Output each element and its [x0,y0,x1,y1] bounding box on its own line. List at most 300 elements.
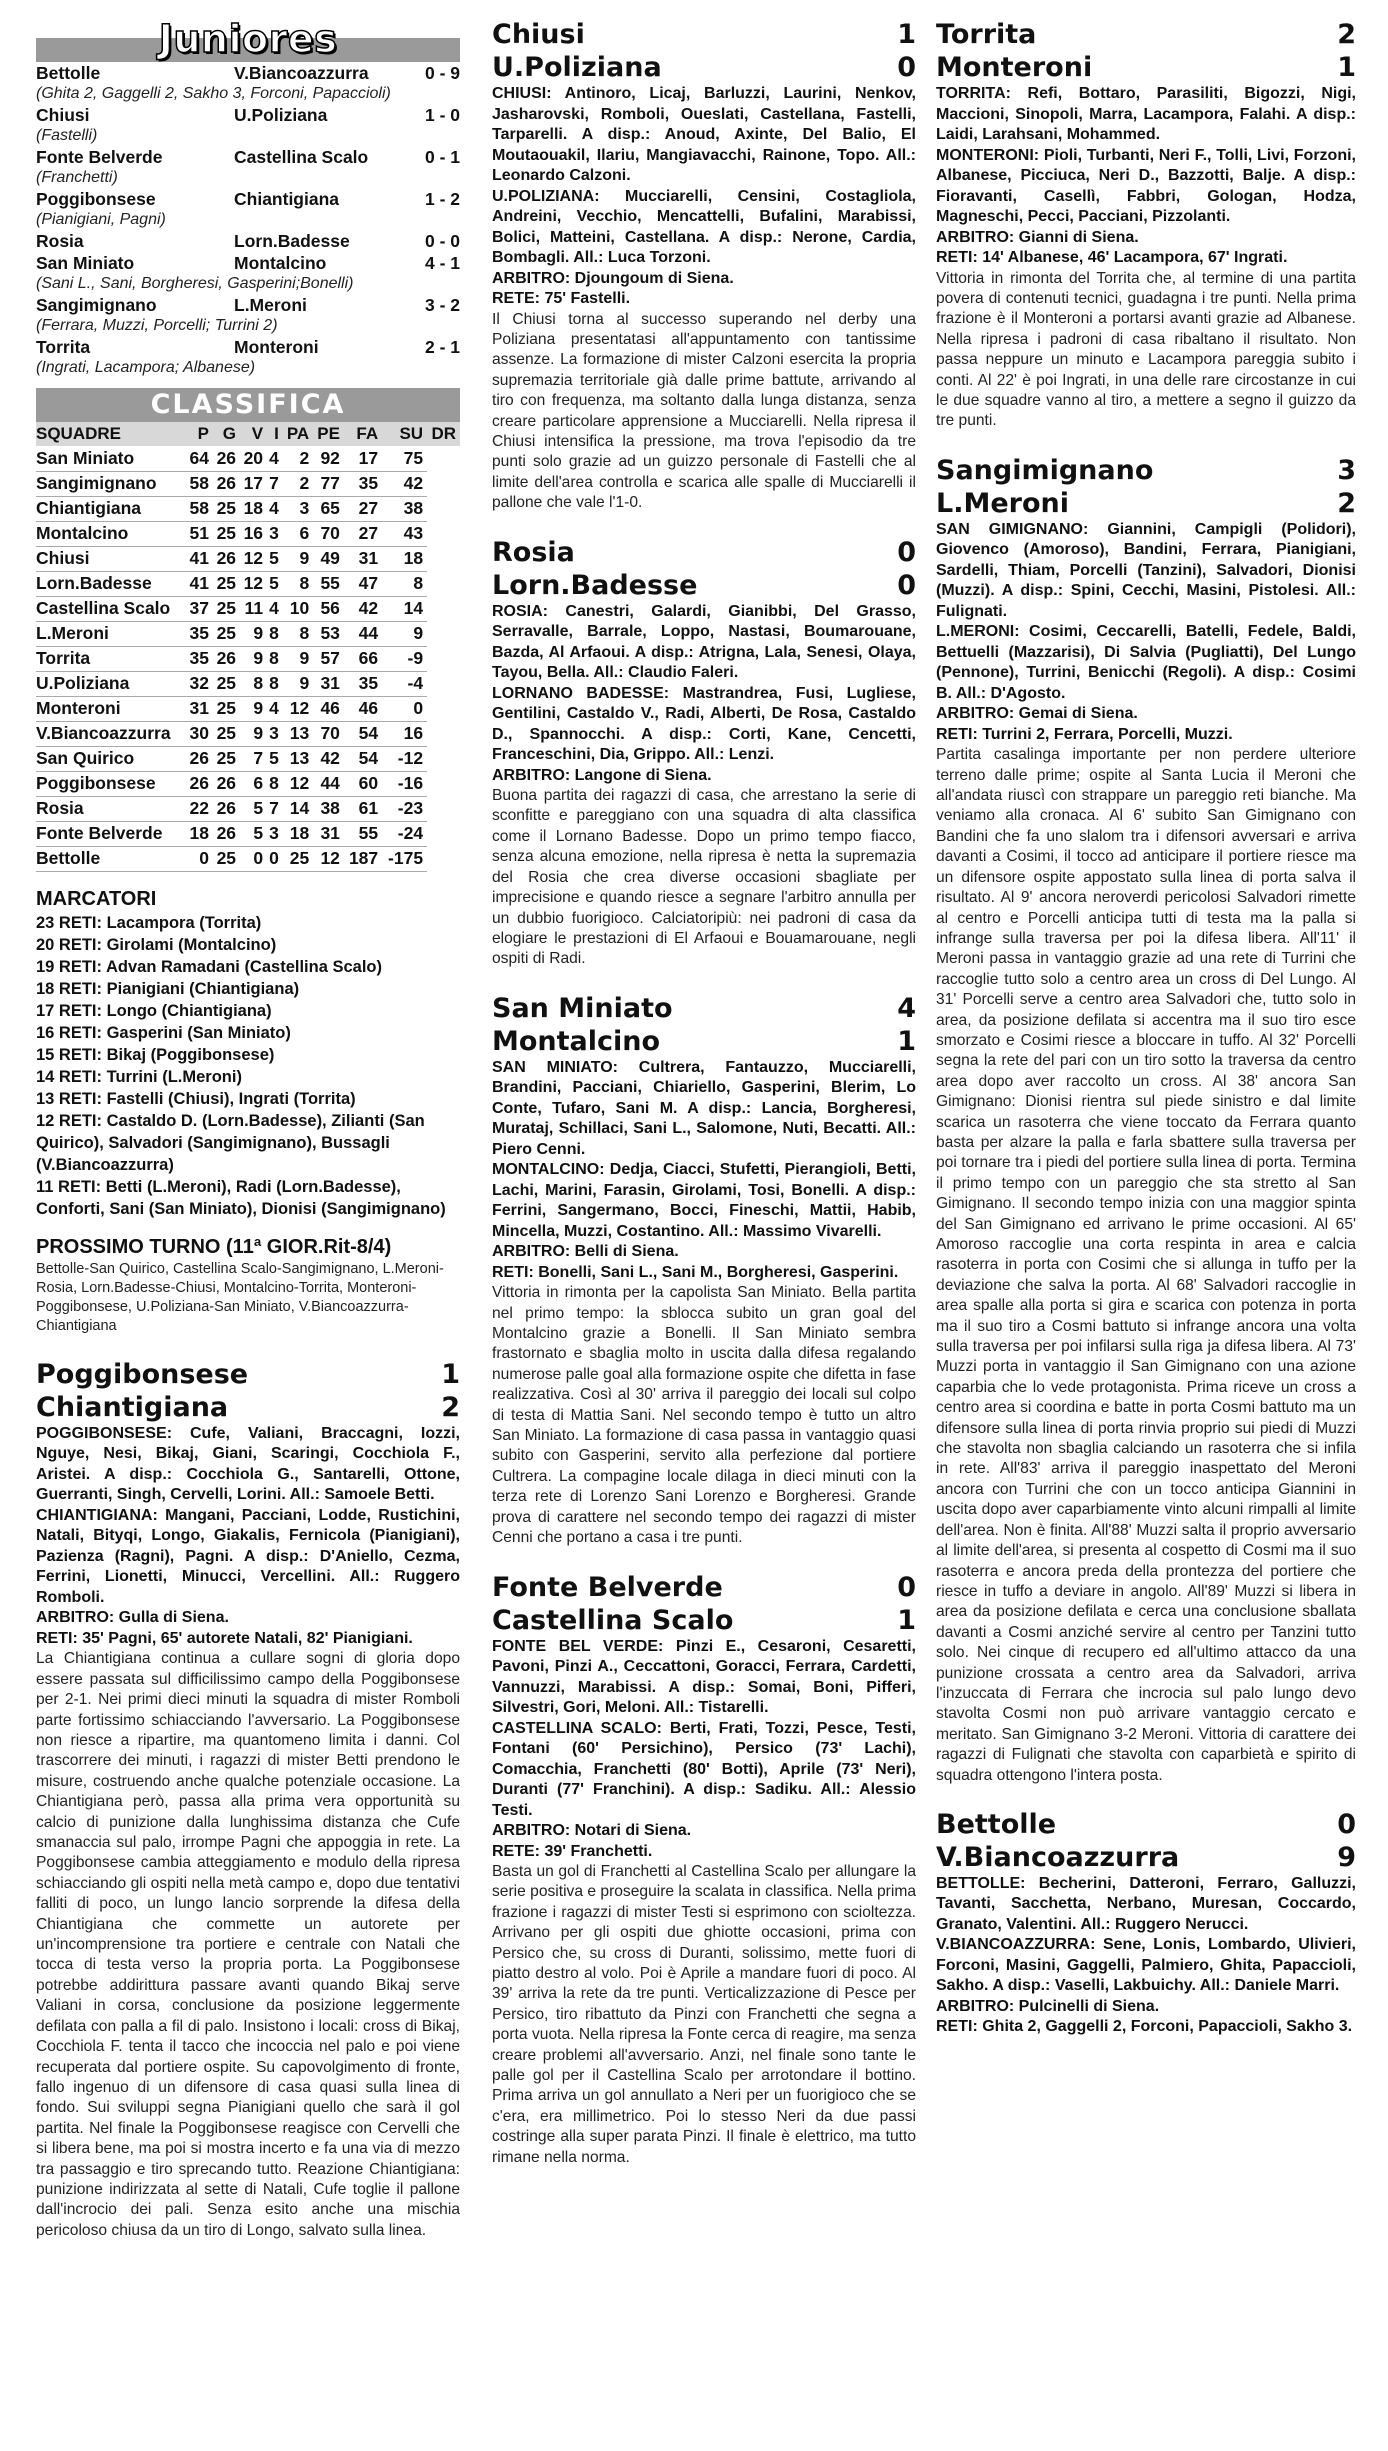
stat-cell: 35 [186,621,213,646]
result-home: Fonte Belverde [36,147,163,167]
scorer-line: 20 RETI: Girolami (Montalcino) [36,935,277,954]
stat-cell: 18 [186,821,213,846]
result-scorers: (Ingrati, Lacampora; Albanese) [36,359,256,376]
stat-cell: 2 [283,471,313,496]
team-name: U.Poliziana [36,671,186,696]
stat-cell: 0 [267,846,283,871]
match-home-row [492,1571,916,1604]
match-fonte-belverde [492,1571,916,2169]
stat-cell: 9 [240,721,267,746]
stat-cell: 26 [213,646,240,671]
stat-cell: 8 [382,571,427,596]
standings-header [36,422,460,446]
table-row [36,571,460,596]
result-away: Monteroni [234,337,319,357]
result-score: 0 - 9 [424,63,460,83]
match-lineup: CHIUSI: Antinoro, Licaj, Barluzzi, Laurini, Nenkov, Jasharovski, Romboli, Oueslati, Castellana, Fastelli, Tarparelli. A disp.: Anoud, Axinte, Del Balio, El Moutaouakil, Ilariu, Mangiavacchi, Rainone, Topo. All.: Leonardo Calzoni. [492,85,916,184]
stat-cell: 8 [267,621,283,646]
match-lineup: L.MERONI: Cosimi, Ceccarelli, Batelli, Fedele, Baldi, Bettuelli (Mazzarisi), Di Salvia (Pugliatti), Del Lungo (Pennone), Turrini, Benicchi (Regoli). A disp.: Cosimi B. All.: D'Agosto. [936,623,1356,702]
team-name: Monteroni [36,696,186,721]
match-away-team: Monteroni [936,52,1093,83]
result-row [36,252,460,274]
team-name: Torrita [36,646,186,671]
team-name: Chiantigiana [36,496,186,521]
stat-cell: 42 [344,596,382,621]
stat-cell: 75 [382,446,427,471]
stat-cell: -175 [382,846,427,871]
result-away: L.Meroni [234,295,307,315]
stat-cell: 92 [313,446,344,471]
match-lineup: CHIANTIGIANA: Mangani, Pacciani, Lodde, Rustichini, Natali, Bityqi, Longo, Giakalis, Fernicola (Pianigiani), Pazienza (Ragni), Pagni. A disp.: D'Aniello, Cezma, Ferrini, Lionetti, Minucci, Vercellini. All.: Ruggero Romboli. [36,1506,460,1606]
stat-cell: 58 [186,496,213,521]
stat-cell: 18 [240,496,267,521]
match-away-team: L.Meroni [936,487,1069,519]
stat-cell: 25 [213,671,240,696]
stat-cell: -24 [382,821,427,846]
stat-cell: 58 [186,471,213,496]
match-away-goals: 2 [1337,487,1356,519]
stat-cell: 12 [240,546,267,571]
juniores-banner [36,18,460,62]
match-home-goals: 2 [1337,19,1356,50]
stat-cell: 51 [186,521,213,546]
stat-cell: 17 [344,446,382,471]
match-lineup: RETI: Ghita 2, Gaggelli 2, Forconi, Papaccioli, Sakho 3. [936,2018,1353,2036]
stat-cell: 38 [382,496,427,521]
match-lineup: SAN MINIATO: Cultrera, Fantauzzo, Mucciarelli, Brandini, Pacciani, Chiariello, Gasperini, Blerim, Lo Conte, Tufaro, Sani M. A disp.: Lancia, Borgheresi, Murataj, Schillaci, Sani L., Salomone, Nuti, Becatti. All.: Piero Cenni. [492,1058,916,1158]
stat-cell: 6 [240,771,267,796]
table-row [36,771,460,796]
match-torrita [936,18,1356,432]
match-home-goals: 4 [897,992,916,1024]
match-home-team: Rosia [492,536,575,568]
stat-cell: 25 [213,846,240,871]
match-lineup: U.POLIZIANA: Mucciarelli, Censini, Costagliola, Andreini, Vecchio, Mencattelli, Bufalini, Marabissi, Bolici, Matteini, Castellana. A disp.: Nerone, Cardia, Bombagli. All.: Luca Torzoni. [492,187,916,266]
stat-cell: 37 [186,596,213,621]
match-home-row [492,992,916,1025]
result-home: San Miniato [36,253,135,273]
stat-cell: 27 [344,521,382,546]
stat-cell: 5 [240,821,267,846]
result-scorers: (Fastelli) [36,127,98,144]
match-lineup: MONTALCINO: Dedja, Ciacci, Stufetti, Pierangioli, Betti, Lachi, Marini, Farasin, Girolami, Tosi, Bonelli. A disp.: Ferrini, Sangermano, Bocci, Fineschi, Mattii, Habib, Mincella, Muzzi, Costantino. All.: Massimo Vivarelli. [492,1161,916,1240]
stat-cell: 12 [283,771,313,796]
stat-cell: 0 [186,846,213,871]
stat-cell: 70 [313,521,344,546]
result-row [36,230,460,252]
stat-cell: 26 [213,771,240,796]
stat-cell: 9 [283,546,313,571]
stat-cell: 9 [240,646,267,671]
stat-cell: -4 [382,671,427,696]
stat-cell: 12 [313,846,344,871]
stat-cell: 14 [382,596,427,621]
table-row [36,471,460,496]
match-home-row [936,18,1356,51]
table-row [36,596,460,621]
match-lineup: RETE: 75' Fastelli. [492,290,631,307]
stat-cell: 4 [267,596,283,621]
result-row [36,62,460,84]
stat-cell: 9 [382,621,427,646]
prossimo-turno-text: Bettolle-San Quirico, Castellina Scalo-Sangimignano, L.Meroni-Rosia, Lorn.Badesse-Chiusi, Montalcino-Torrita, Monteroni-Poggibonsese, U.Poliziana-San Miniato, V.Biancoazzurra-Chiantigiana [36,1260,444,1334]
match-away-team: Montalcino [492,1025,661,1057]
match-home-row [492,18,916,51]
stat-cell: 8 [267,646,283,671]
stat-cell: 26 [213,546,240,571]
match-away-goals: 2 [441,1391,460,1423]
match-lineup: ARBITRO: Belli di Siena. [492,1243,679,1261]
match-lineup: ARBITRO: Langone di Siena. [492,766,712,784]
result-row [36,188,460,210]
stat-cell: 31 [313,671,344,696]
stat-cell: 65 [313,496,344,521]
stat-cell: 53 [313,621,344,646]
result-home: Rosia [36,231,84,251]
match-away-row [36,1391,460,1424]
match-chiusi [492,18,916,514]
result-away: Castellina Scalo [234,147,369,167]
stat-cell: 3 [267,521,283,546]
match-lineup: CASTELLINA SCALO: Berti, Frati, Tozzi, Pesce, Testi, Fontani (60' Persichino), Persico (73' Lachi), Comacchia, Franchetti (80' Botti), Aprile (73' Neri), Duranti (77' Franchini). A disp.: Sadiku. All.: Alessio Testi. [492,1719,916,1819]
result-home: Sangimignano [36,295,157,315]
stat-cell: 12 [283,696,313,721]
stat-cell: 12 [240,571,267,596]
stat-cell: 5 [267,571,283,596]
team-name: Poggibonsese [36,771,186,796]
classifica-title: CLASSIFICA [36,388,460,422]
result-away: U.Poliziana [234,105,328,125]
stat-cell: 35 [344,471,382,496]
table-row [36,821,460,846]
stat-cell: 32 [186,671,213,696]
stat-cell: 25 [283,846,313,871]
stat-cell: 6 [283,521,313,546]
juniores-title: Juniores [158,18,338,61]
match-lineup: ARBITRO: Notari di Siena. [492,1822,692,1839]
stat-cell: 55 [313,571,344,596]
table-row [36,496,460,521]
stat-cell: 70 [313,721,344,746]
match-home-goals: 0 [897,536,916,568]
stat-cell: 0 [382,696,427,721]
match-lineup: RETE: 39' Franchetti. [492,1842,653,1860]
table-row [36,646,460,671]
match-lineup: FONTE BEL VERDE: Pinzi E., Cesaroni, Cesaretti, Pavoni, Pinzi A., Ceccattoni, Goracci, Ferrara, Cardetti, Vannuzzi, Marabissi. A disp.: Somai, Boni, Pifferi, Silvestri, Gori, Meloni. All.: Tistarelli. [492,1637,916,1716]
result-home: Torrita [36,337,91,357]
stat-cell: 56 [313,596,344,621]
match-home-row [936,1808,1356,1841]
stat-cell: 8 [267,671,283,696]
match-away-row [936,487,1356,520]
table-row [36,521,460,546]
result-score: 3 - 2 [424,295,460,315]
stat-cell: 42 [382,471,427,496]
standings-col-header: P [186,422,213,446]
result-away: Chiantigiana [234,189,340,209]
team-name: San Quirico [36,746,186,771]
match-away-row [936,51,1356,84]
standings-col-header: FA [344,422,382,446]
match-san-miniato [492,992,916,1549]
team-name: Chiusi [36,546,186,571]
result-score: 0 - 1 [424,147,460,167]
result-away: Lorn.Badesse [234,231,350,251]
stat-cell: 18 [283,821,313,846]
table-row [36,846,460,871]
match-lineup: RETI: Turrini 2, Ferrara, Porcelli, Muzzi. [936,725,1233,743]
match-report: Vittoria in rimonta del Torrita che, al termine di una partita povera di contenuti tecnici, guadagna i tre punti. Nella prima frazione è il Monteroni a portarsi avanti grazie ad Albanese. Nella ripresa i padroni di casa ribaltano il risultato. Non passa neppure un minuto e Lacampora pareggia subito i conti. Al 22' è poi Ingrati, in una delle rare circostanze in cui le due squadre vanno al tiro, a mettere a segno il guizzo da tre punti. [936,269,1356,430]
match-home-goals: 3 [1337,454,1356,486]
stat-cell: 26 [213,471,240,496]
table-row [36,671,460,696]
scorer-line: 11 RETI: Betti (L.Meroni), Radi (Lorn.Badesse), Conforti, Sani (San Miniato), Dionisi (Sangimignano) [36,1177,446,1218]
result-row [36,104,460,126]
stat-cell: 8 [240,671,267,696]
table-row [36,546,460,571]
stat-cell: 18 [382,546,427,571]
stat-cell: 8 [283,621,313,646]
stat-cell: 54 [344,746,382,771]
match-away-goals: 0 [897,569,916,601]
standings-col-header: DR [427,422,460,446]
stat-cell: 7 [240,746,267,771]
stat-cell: 61 [344,796,382,821]
standings-col-header: G [213,422,240,446]
scorer-line: 16 RETI: Gasperini (San Miniato) [36,1023,291,1042]
team-name: Rosia [36,796,186,821]
match-lineup: ARBITRO: Djoungoum di Siena. [492,269,734,287]
stat-cell: 41 [186,546,213,571]
stat-cell: 38 [313,796,344,821]
standings-col-header: V [240,422,267,446]
match-away-team: V.Biancoazzurra [936,1841,1180,1873]
match-lineup: ARBITRO: Gianni di Siena. [936,228,1139,246]
stat-cell: 4 [267,696,283,721]
match-home-row [492,536,916,569]
match-home-team: Fonte Belverde [492,1571,723,1603]
match-lineup: RETI: 14' Albanese, 46' Lacampora, 67' Ingrati. [936,249,1288,266]
match-lineup: BETTOLLE: Becherini, Datteroni, Ferraro, Galluzzi, Tavanti, Sacchetta, Nerbano, Muresan, Coccardo, Granato, Valentini. All.: Ruggero Nerucci. [936,1874,1356,1933]
stat-cell: 5 [240,796,267,821]
match-away-team: Castellina Scalo [492,1604,734,1636]
stat-cell: 9 [240,696,267,721]
stat-cell: 16 [382,721,427,746]
standings-col-header: SU [382,422,427,446]
stat-cell: 3 [283,496,313,521]
match-away-row [492,569,916,602]
team-name: San Miniato [36,446,186,471]
table-row [36,446,460,471]
team-name: Sangimignano [36,471,186,496]
match-report: La Chiantigiana continua a cullare sogni di gloria dopo essere passata sul difficilissimo campo della Poggibonsese per 2-1. Nei primi dieci minuti la squadra di mister Romboli parte fortissimo schiacciando l'avversario. La Poggibonsese non riesce a ripartire, ma quantomeno limita i danni. Col trascorrere dei minuti, i ragazzi di mister Betti prendono le misure, costruendo anche qualche potenziale occasione. La Chiantigiana però, passa alla prima vera opportunità su calcio di punizione dalla lunghissima distanza che Cufe smanaccia sul palo, irrompe Pagni che appoggia in rete. La Poggibonsese cambia atteggiamento e modulo della ripresa schiacciando gli ospiti nella metà campo e, dopo due tentativi falliti di poco, un lungo lancio sorprende la difesa della Chiantigiana che commette un autorete per un'incomprensione tra portiere e centrale con Natali che tocca di testa verso la propria porta. La Poggibonsese potrebbe addirittura passare avanti quando Bikaj serve Valiani in corsa, conclusione da posizione leggermente defilata con palla a fil di palo. Insistono i locali: cross di Bikaj, Cocchiola F. tenta il tacco che incoccia nel palo e poi viene recuperata dal portiere ospite. Su capovolgimento di fronte, fallo ingenuo di un difensore di casa quasi sulla linea di fondo. Sui sviluppi segna Pianigiani quello che sarà il gol partita. Nel finale la Poggibonsese reagisce con Cervelli che si libera bene, ma poi si mostra incerto e fa una via di mezzo tra passaggio e tiro sprecando tutto. Reazione Chiantigiana: punizione indirizzata al sette di Natali, Cufe toglie il pallone dall'incrocio dei pali. Senza esito anche una mischia pericoloso chiusa da un tiro di Longo, salvato sulla linea. [36,1650,460,2239]
stat-cell: 13 [283,746,313,771]
stat-cell: 43 [382,521,427,546]
match-lineup: SAN GIMIGNANO: Giannini, Campigli (Polidori), Giovenco (Amoroso), Bandini, Ferrara, Pianigiani, Sardelli, Thiam, Porcelli (Tanzini), Salvadori, Dionisi (Muzzi). A disp.: Spini, Cecchi, Masini, Pistolesi. All.: Fulignati. [936,520,1356,620]
match-home-goals: 0 [897,1571,916,1603]
marcatori-title: MARCATORI [36,887,157,910]
match-away-goals: 1 [897,1604,916,1636]
stat-cell: 25 [213,621,240,646]
stat-cell: 17 [240,471,267,496]
stat-cell: 14 [283,796,313,821]
match-away-row [936,1841,1356,1874]
match-home-team: Sangimignano [936,454,1154,486]
match-home-team: Torrita [936,19,1037,50]
column-left [36,18,460,2439]
stat-cell: 41 [186,571,213,596]
team-name: Montalcino [36,521,186,546]
match-home-team: Chiusi [492,19,585,50]
stat-cell: 57 [313,646,344,671]
match-lineup: LORNANO BADESSE: Mastrandrea, Fusi, Lugliese, Gentilini, Castaldo V., Radi, Alberti, De Rosa, Castaldo D., Spannocchi. A disp.: Corti, Kane, Cencetti, Franceschini, Dia, Grippo. All.: Lenzi. [492,684,916,764]
stat-cell: 26 [186,771,213,796]
stat-cell: 5 [267,746,283,771]
stat-cell: 49 [313,546,344,571]
result-scorers: (Sani L., Sani, Borgheresi, Gasperini;Bonelli) [36,275,354,292]
stat-cell: 25 [213,746,240,771]
column-middle [492,18,916,2439]
match-away-goals: 1 [1337,52,1356,83]
match-lineup: POGGIBONSESE: Cufe, Valiani, Braccagni, Iozzi, Nguye, Nesi, Bikaj, Giani, Scaringi, Cocchiola F., Aristei. A disp.: Cocchiola G., Santarelli, Ottone, Guerranti, Singh, Cervelli, Lorini. All.: Samoele Betti. [36,1424,460,1504]
stat-cell: 64 [186,446,213,471]
match-report: Partita casalinga importante per non perdere ulteriore terreno dalle prime; ospite al Santa Lucia il Meroni che all'andata riuscì con strappare un pareggio reti bianche. Ma veniamo alla cronaca. Al 6' subito San Gimignano con Bandini che fa uno slalom tra i difensori avversari e arriva davanti a Cosimi, il tocco ad anticipare il portiere riesce ma un difensore ospite appostato sulla linea di porta salva il risultato. Al 9' ancora neroverdi pericolosi Salvadori rimette al centro e Porcelli anticipa tutti di testa ma la palla si infrange sulla traversa per poi la difesa libera. All'11' il Meroni passa in vantaggio grazie ad una rete di Turrini che raccoglie tutto solo a centro area un cross di Del Lungo. Al 31' Porcelli serve a centro area Salvadori che, tutto solo in area, da posizione defilata si accentra ma il suo tiro esce smorzato e Cosimi riesce a bloccare in tuffo. Al 32' Porcelli segna la rete del pari con un tiro sotto la traversa da centro area dopo aver raccolto un cross. Al 38' ancora San Gimignano: Dionisi rientra sul piede sinistro e dal limite scarica un rasoterra che viene toccato da Ferrara quanto basta per alzare la palla e farla sbattere sulla traversa per poi tornare tra i piedi del portiere sulla linea di porta. Termina il primo tempo con un pareggio che sta stretto al San Gimignano. Il secondo tempo inizia con una maggior spinta del San Gimignano ed arrivano le prime occasioni. Al 65' Amoroso raccoglie una corta respinta in area e calcia rasoterra in porta con Cosimi che si allunga in tuffo per la deviazione che salva la porta. Al 68' Salvadori raccoglie in area spalle alla porta si gira e scarica con potenza in porta ma il suo tiro a Cosmi battuto si infrange ancora una volta sulla traversa per poi infilarsi sulla riga ja difesa libera. Al 73' Muzzi porta in vantaggio il San Gimignano con una azione caparbia che lo vede protagonista. Prima riceve un cross a centro area si coordina e batte in porta Cosmi battuto ma un difensore sulla linea di porta rinvia proprio sui piedi di Muzzi che stavolta non sbaglia calciando un rasoterra che si infila in rete. All'83' arriva il pareggio inaspettato del Meroni ancora con Turrini che con un tocco anticipa Giannini in uscita dopo aver caparbiamente vinto alcuni rimpalli al limite dell'area. Non è finita. All'88' Muzzi salta il proprio avversario al limite dell'area, si presenta al cospetto di Cosmi ma il suo rasoterra e ancora preda della prontezza del portiere che riesce in tuffo a deviare in angolo. All'89' Muzzi si libera in area da posizione defilata e cerca una conclusione sballata davanti a Cosmi anziché servire al centro per Tanzini tutto solo. Nei cinque di recupero ed all'ultimo attacco da una punizione crossata a centro area da Salvadori, arriva l'inzuccata di Ferrara che incrocia sul palo lungo devo stavolta Cosmi non può arrivare vantaggio cercato e meritato. San Gimignano 3-2 Meroni. Vittoria di carattere dei ragazzi di Fulignati che stavolta con caparbietà e spirito di squadra ottengono l'intera posta. [936,746,1356,1784]
match-report: Il Chiusi torna al successo superando nel derby una Poliziana presentatasi all'appuntamento con tantissime assenze. La formazione di mister Calzoni esercita la propria supremazia territoriale già dalle prime battute, arrivando al tiro con frequenza, ma soltanto dalla lunga distanza, senza creare particolare apprensione a Mucciarelli. Nella ripresa il Chiusi intensifica la pressione, ma trova l'episodio da tre punti solo grazie ad un guizzo personale di Fastelli che al limite dell'area controlla e scarica alle spalle di Mucciarelli il pallone che vale l'1-0. [492,310,916,512]
stat-cell: 46 [344,696,382,721]
match-lineup: ARBITRO: Pulcinelli di Siena. [936,1997,1160,2015]
stat-cell: 31 [186,696,213,721]
stat-cell: -9 [382,646,427,671]
stat-cell: 47 [344,571,382,596]
stat-cell: 9 [240,621,267,646]
standings-col-header: PE [313,422,344,446]
team-name: L.Meroni [36,621,186,646]
table-row [36,746,460,771]
stat-cell: 20 [240,446,267,471]
match-report: Basta un gol di Franchetti al Castellina Scalo per allungare la serie positiva e proseguire la scalata in classifica. Nella prima frazione i ragazzi di mister Testi si esprimono con scioltezza. Arrivano per gli ospiti due ghiotte occasioni, prima con Persico che, su cross di Duranti, solissimo, mette fuori di piatto destro al volo. Poi è Aprile a mandare fuori di poco. Al 39' arriva la rete da tre punti. Verticalizzazione di Pesce per Persico, tiro ribattuto da Pinzi con Franchetti che segna a porta vuota. Nella ripresa la Fonte cerca di reagire, ma senza creare problemi all'avversario. Anzi, nel finale sono tante le palle gol per il Castellina Scalo per arrotondare il bottino. Prima arriva un gol annullato a Neri per un fuorigioco che se c'era, era millimetrico. Poi lo stesso Neri da due passi costringe alla super parata Pinzi. Il finale è elettrico, ma tutto rimane nella norma. [492,1863,916,2166]
stat-cell: 26 [213,446,240,471]
result-scorers: (Ferrara, Muzzi, Porcelli; Turrini 2) [36,317,278,334]
stat-cell: 8 [283,571,313,596]
result-home: Chiusi [36,105,90,125]
match-away-row [492,1025,916,1058]
match-away-team: Lorn.Badesse [492,569,698,601]
match-lineup: ARBITRO: Gulla di Siena. [36,1609,229,1627]
match-bettolle [936,1808,1356,2038]
result-score: 4 - 1 [424,253,460,273]
scorer-line: 19 RETI: Advan Ramadani (Castellina Scalo) [36,957,382,976]
stat-cell: 25 [213,496,240,521]
stat-cell: 26 [213,796,240,821]
result-home: Bettolle [36,63,101,83]
table-row [36,721,460,746]
team-name: V.Biancoazzurra [36,721,186,746]
result-score: 0 - 0 [424,231,460,251]
result-home: Poggibonsese [36,189,156,209]
scorer-line: 18 RETI: Pianigiani (Chiantigiana) [36,979,300,998]
table-row [36,696,460,721]
stat-cell: 30 [186,721,213,746]
stat-cell: 25 [213,521,240,546]
table-row [36,796,460,821]
stat-cell: 7 [267,796,283,821]
result-score: 1 - 0 [424,105,460,125]
stat-cell: 44 [313,771,344,796]
stat-cell: 26 [186,746,213,771]
standings-col-header: SQUADRE [36,422,186,446]
table-row [36,621,460,646]
match-away-team: U.Poliziana [492,52,662,83]
stat-cell: 5 [267,546,283,571]
scorer-line: 14 RETI: Turrini (L.Meroni) [36,1067,242,1086]
result-row [36,294,460,316]
result-away: Montalcino [234,253,327,273]
scorer-line: 17 RETI: Longo (Chiantigiana) [36,1001,272,1020]
stat-cell: 11 [240,596,267,621]
stat-cell: 0 [240,846,267,871]
team-name: Bettolle [36,846,186,871]
results-list [36,62,460,378]
stat-cell: 77 [313,471,344,496]
stat-cell: 26 [213,821,240,846]
match-home-row [36,1358,460,1391]
stat-cell: 25 [213,571,240,596]
stat-cell: 7 [267,471,283,496]
stat-cell: -23 [382,796,427,821]
standings-col-header: PA [283,422,313,446]
result-score: 2 - 1 [424,337,460,357]
match-lineup: RETI: Bonelli, Sani L., Sani M., Borgheresi, Gasperini. [492,1263,899,1281]
stat-cell: 46 [313,696,344,721]
match-away-team: Chiantigiana [36,1391,229,1423]
stat-cell: 42 [313,746,344,771]
result-away: V.Biancoazzurra [234,63,369,83]
stat-cell: 2 [283,446,313,471]
scorer-line: 23 RETI: Lacampora (Torrita) [36,913,262,932]
scorer-line: 13 RETI: Fastelli (Chiusi), Ingrati (Torrita) [36,1089,356,1108]
match-home-row [936,454,1356,487]
match-home-goals: 1 [897,19,916,50]
match-report: Buona partita dei ragazzi di casa, che arrestano la serie di sconfitte e pareggiano con una squadra di alta classifica come il Lornano Badesse. Dopo un primo tempo fiacco, senza alcuna emozione, nella ripresa è netta la supremazia del Rosia che crea diverse occasioni sbagliate per imprecisione e quando riesce a segnare l'arbitro annulla per un dubbio fuorigioco. Calciatoripiù: nei padroni di casa da elogiare le prestazioni di El Arfaoui e Bouamarouane, negli ospiti di Radi. [492,787,916,968]
stat-cell: 3 [267,721,283,746]
match-home-team: San Miniato [492,992,673,1024]
match-home-team: Bettolle [936,1808,1057,1840]
match-lineup: ROSIA: Canestri, Galardi, Gianibbi, Del Grasso, Serravalle, Barrale, Loppo, Nastasi, Boumarouane, Bazda, Al Arfaoui. A disp.: Atrigna, Lala, Senesi, Olaya, Tayou, Bella. All.: Claudio Faleri. [492,602,916,682]
match-poggibonsese [36,1358,460,2241]
stat-cell: 25 [213,696,240,721]
stat-cell: -12 [382,746,427,771]
match-away-goals: 1 [897,1025,916,1057]
match-lineup: MONTERONI: Pioli, Turbanti, Neri F., Tolli, Livi, Forzoni, Albanese, Picciuca, Neri D., Bazzotti, Balje. A disp.: Fioravanti, Casellì, Fabbri, Gologan, Hodza, Magneschi, Pecci, Pacciani, Pizzolanti. [936,146,1356,225]
stat-cell: 4 [267,496,283,521]
stat-cell: 60 [344,771,382,796]
result-scorers: (Franchetti) [36,169,118,186]
match-home-goals: 1 [441,1358,460,1390]
stat-cell: 9 [283,646,313,671]
team-name: Lorn.Badesse [36,571,186,596]
match-lineup: RETI: 35' Pagni, 65' autorete Natali, 82' Pianigiani. [36,1629,413,1647]
match-away-goals: 0 [897,52,916,83]
prossimo-turno-title: PROSSIMO TURNO (11ª GIOR.Rit-8/4) [36,1235,392,1258]
scorer-line: 15 RETI: Bikaj (Poggibonsese) [36,1045,275,1064]
stat-cell: 3 [267,821,283,846]
match-home-team: Poggibonsese [36,1358,249,1390]
standings-table [36,422,460,872]
stat-cell: -16 [382,771,427,796]
match-lineup: ARBITRO: Gemai di Siena. [936,705,1138,723]
result-row [36,336,460,358]
stat-cell: 187 [344,846,382,871]
